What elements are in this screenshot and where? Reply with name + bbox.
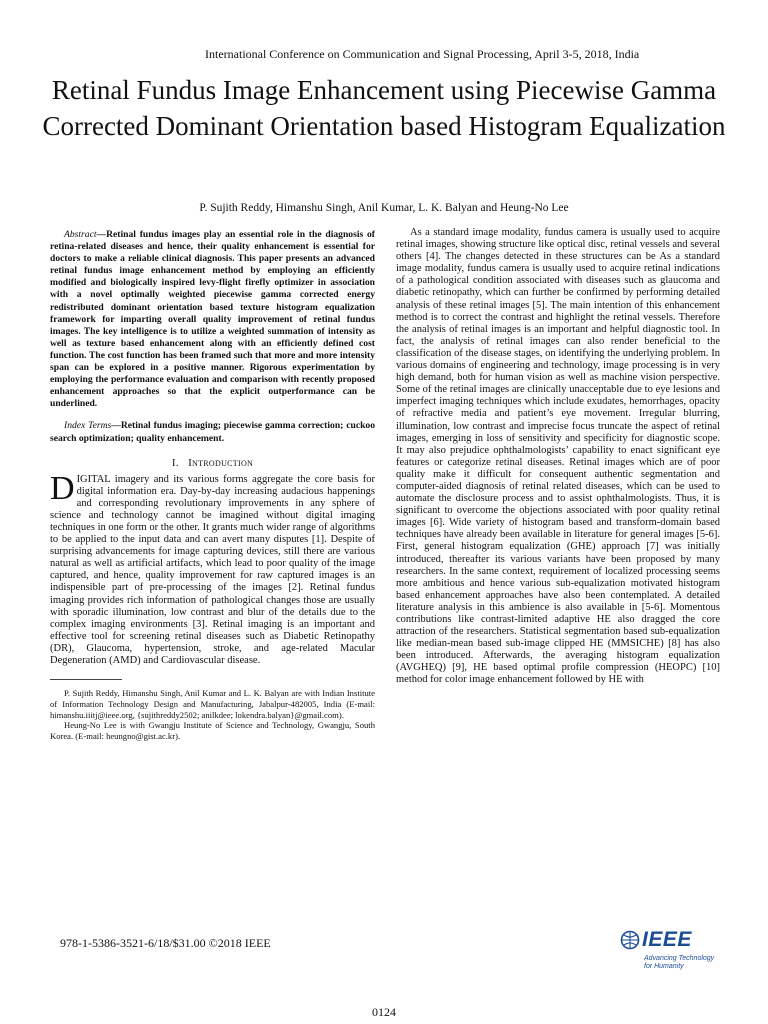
footnote-rule xyxy=(50,679,122,680)
left-column xyxy=(50,229,375,742)
right-column-paragraph: As a standard image modality, fundus camera is usually used to acquire retinal images, showing structure like optical disc, retinal vessels and several others [4]. The changes detected in these structures can be As a standard image modality, fundus camera is usually used to acquire retinal indications of a pathological condition associated with diseases such as glaucoma and diabetic retinopathy, which can further be confirmed by performing detailed analysis of these retinal images [5]. The main intention of this enhancement method is to correct the contrast and highlight the retinal vessels. Therefore the analysis of retinal images is an important and helpful diagnostic tool. In fact, the analysis of retinal images can also render beneficial to the classification of the disease stages, on identifying the underlying problem. In various domains of engineering and technology, image processing is in very high demand, both for human vision as well as machine vision perspective. Some of the retinal images are clinically unacceptable due to eye lesions and imperfect imaging techniques which include exudates, hemorrhages, opacity of refractive media and patient’s eye movement. Irregular blurring, illumination, low contrast and imprecise focus truncate the aspect of retinal images, emerging in loss of sensitivity and specificity for diagnostic scope. It may also prejudice ophthalmologists’ capability to enact significant eye features or categorize retinal diseases. Retinal images which are of poor quality make it difficult for consequent authentic segmentation and computer-aided diagnosis of retinal related diseases, which can be used to automate the disclosure process and to assist ophthalmologists. Thus, it is significant to overcome the objections associated with poor quality retinal images [6]. Wide variety of histogram based and transform-domain based techniques have already been available in literature for general images [5-6]. First, general histogram equalization (GHE) approach [7] was initially introduced, thereafter its various variants have been proposed by many researchers. In the same context, requirement of localized processing seems more ambitious and hence various sub-equalization motivated histogram based enhancement approaches have also been contemplated. A detailed literature analysis in this ambience is also available in [5-6]. Momentous contributions like contrast-limited adaptive HE also dragged the core attraction of the researchers. Statistical segmentation based sub-equalization like median-mean based sub-image clipped HE (MMSICHE) [8] has also been introduced. Afterwards, the averaging histogram equalization (AVGHEQ) [9], HE based optimal profile compression (HEOPC) [10] method for color image enhancement followed by HE with xyxy=(396,227,720,686)
abstract xyxy=(50,229,375,410)
abstract-text: —Retinal fundus images play an essential role in the diagnosis of retina-related diseases and hence, their quality enhancement is essential for doctors to make a reliable clinical diagnosis. This paper presents an advanced retinal fundus image enhancement method by employing an efficiently modified and biologically inspired levy-flight firefly optimizer in association with a novel optimally weighted piecewise gamma corrected energy redistributed dominant orientation based texture histogram equalization framework for imparting overall quality improvement of retinal fundus images. The key intelligence is to utilize a weighted summation of intensity as well as texture based enhancement along with an efficiently defined cost function. The cost function has been framed such that more and more intensity span can be explored in a positive manner. Rigorous experimentation by employing the performance evaluation and comparison with recently proposed enhancement approaches so that the explicit outperformance can be underlined. xyxy=(50,229,375,410)
page-number: 0124 xyxy=(372,1005,396,1019)
ieee-globe-icon xyxy=(620,930,640,950)
section-title: Introduction xyxy=(188,456,254,469)
ieee-tagline: Advancing Technology for Humanity xyxy=(644,955,715,970)
right-column xyxy=(396,227,720,687)
abstract-label: Abstract xyxy=(64,229,97,240)
section-heading-introduction xyxy=(50,456,375,470)
footnote-affiliation-1: P. Sujith Reddy, Himanshu Singh, Anil Kumar and L. K. Balyan are with Indian Institute of Information Technology Design and Manufacturing, Jabalpur-482005, India (E-mail: himanshu.iiitj@ieee.org, {sujithreddy2502; anilkdee; lokendra.balyan}@gmail.com). xyxy=(50,688,375,720)
intro-text: IGITAL imagery and its various forms aggregate the core basis for digital information era. Day-by-day increasing audacious happenings and corresponding revolutionary improvements in any sphere of science and technology cannot be imagined without digital imaging techniques in one form or the other. It grants much wider range of algorithms to be applied to the input data and can avert many disputes [1]. Despite of surprising advancements for image capturing devices, still there are various natural as well as artificial artifacts, which lead to poor quality of the image captured, and hence, quality improvement for raw captured images is an indispensible part of pre-processing of the images [2]. Retinal fundus imaging provides rich information of pathological changes those are usually with sporadic illumination, low contrast and blur of the details due to the complex imaging environments [3]. Retinal imaging is an important and effective tool for screening retinal diseases such as Diabetic Retinopathy (DR), Glaucoma, hypertension, stroke, and age-related Macular Degeneration (AMD) and Cardiovascular disease. xyxy=(50,473,375,666)
index-terms-label: Index Terms xyxy=(64,420,112,432)
section-numeral: I. xyxy=(171,456,179,469)
drop-cap: D xyxy=(50,469,75,507)
paper-authors: P. Sujith Reddy, Himanshu Singh, Anil Kumar, L. K. Balyan and Heung-No Lee xyxy=(199,202,569,214)
ieee-logo xyxy=(620,928,730,978)
footnote-affiliation-2: Heung-No Lee is with Gwangju Institute of Science and Technology, Gwangju, South Korea. (E-mail: heungno@gist.ac.kr). xyxy=(50,720,375,742)
index-terms xyxy=(50,420,375,444)
paper-title: Retinal Fundus Image Enhancement using Piecewise Gamma Corrected Dominant Orientation based Histogram Equalization xyxy=(42,75,726,141)
ieee-wordmark: IEEE xyxy=(642,928,692,951)
isbn-copyright: 978-1-5386-3521-6/18/$31.00 ©2018 IEEE xyxy=(60,936,271,950)
index-terms-text: —Retinal fundus imaging; piecewise gamma correction; cuckoo search optimization; quality enhancement. xyxy=(50,420,376,444)
intro-paragraph xyxy=(50,469,375,668)
conference-header: International Conference on Communication and Signal Processing, April 3-5, 2018, India xyxy=(205,47,640,61)
